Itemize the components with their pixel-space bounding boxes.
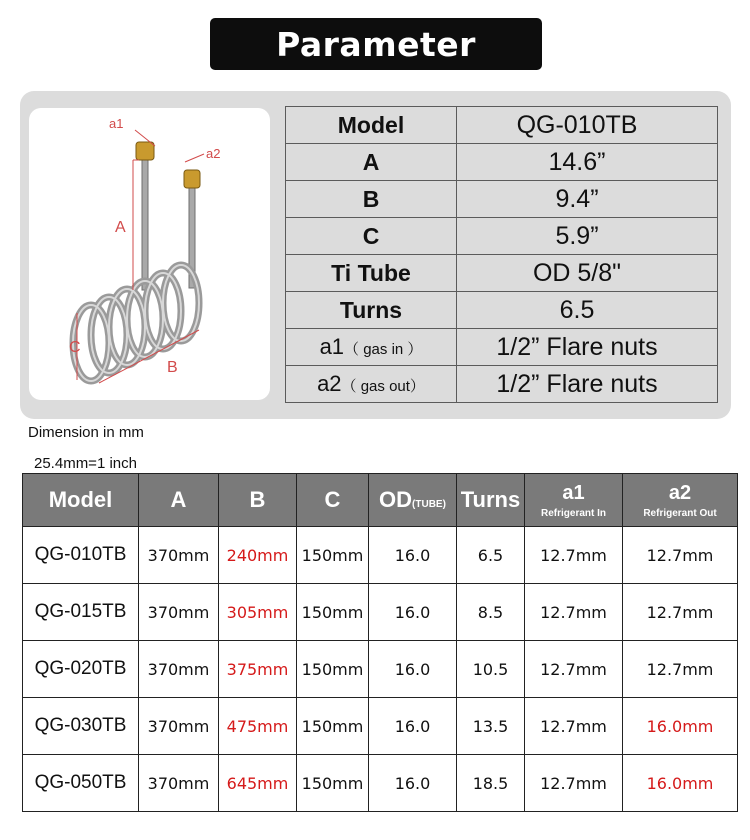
coil-illustration <box>29 108 270 400</box>
cell-a: 370mm <box>139 755 219 812</box>
inlet-tube <box>142 160 148 290</box>
cell-model: QG-020TB <box>23 641 139 698</box>
cell-c: 150mm <box>297 698 369 755</box>
coil-diagram <box>29 108 270 400</box>
cell-od: 16.0 <box>369 698 457 755</box>
cell-turns: 18.5 <box>457 755 525 812</box>
label-a1: a1 <box>109 116 124 131</box>
cell-a1: 12.7mm <box>525 755 623 812</box>
table-row <box>23 527 738 584</box>
cell-model: QG-030TB <box>23 698 139 755</box>
cell-a: 370mm <box>139 584 219 641</box>
cell-a: 370mm <box>139 641 219 698</box>
spec-label: a2（ gas out） <box>286 366 457 403</box>
cell-a2: 16.0mm <box>623 755 738 812</box>
cell-c: 150mm <box>297 584 369 641</box>
spec-row <box>286 255 718 292</box>
cell-a: 370mm <box>139 527 219 584</box>
cell-a1: 12.7mm <box>525 698 623 755</box>
col-a1: a1 Refrigerant In <box>525 474 623 527</box>
cell-c: 150mm <box>297 641 369 698</box>
conversion-note: 25.4mm=1 inch <box>34 455 137 472</box>
cell-od: 16.0 <box>369 527 457 584</box>
spec-label: B <box>286 181 457 218</box>
label-C: C <box>69 339 81 356</box>
flare-nut-a1-icon <box>136 142 154 160</box>
cell-a1: 12.7mm <box>525 641 623 698</box>
spec-row <box>286 181 718 218</box>
label-B: B <box>167 359 178 376</box>
col-a2: a2 Refrigerant Out <box>623 474 738 527</box>
cell-a1: 12.7mm <box>525 527 623 584</box>
cell-od: 16.0 <box>369 584 457 641</box>
cell-turns: 13.5 <box>457 698 525 755</box>
cell-a2: 12.7mm <box>623 584 738 641</box>
col-od: OD(TUBE) <box>369 474 457 527</box>
col-c: C <box>297 474 369 527</box>
cell-model: QG-015TB <box>23 584 139 641</box>
spec-label: A <box>286 144 457 181</box>
cell-turns: 6.5 <box>457 527 525 584</box>
cell-b: 645mm <box>219 755 297 812</box>
cell-c: 150mm <box>297 755 369 812</box>
spec-row <box>286 144 718 181</box>
spec-table <box>285 106 718 403</box>
col-model: Model <box>23 474 139 527</box>
spec-label: Turns <box>286 292 457 329</box>
cell-od: 16.0 <box>369 755 457 812</box>
spec-value: OD 5/8" <box>457 255 718 292</box>
col-turns: Turns <box>457 474 525 527</box>
dimensions-table <box>22 473 738 812</box>
cell-b: 305mm <box>219 584 297 641</box>
col-b: B <box>219 474 297 527</box>
cell-model: QG-050TB <box>23 755 139 812</box>
cell-turns: 10.5 <box>457 641 525 698</box>
dims-header-row <box>23 474 738 527</box>
spec-row <box>286 218 718 255</box>
spec-value: 9.4” <box>457 181 718 218</box>
spec-label: Model <box>286 107 457 144</box>
spec-value: 14.6” <box>457 144 718 181</box>
col-a: A <box>139 474 219 527</box>
spec-label: C <box>286 218 457 255</box>
cell-a2: 12.7mm <box>623 527 738 584</box>
spec-value: 5.9” <box>457 218 718 255</box>
table-row <box>23 698 738 755</box>
cell-a: 370mm <box>139 698 219 755</box>
spec-value: 1/2” Flare nuts <box>457 366 718 403</box>
cell-od: 16.0 <box>369 641 457 698</box>
cell-b: 375mm <box>219 641 297 698</box>
spec-row <box>286 107 718 144</box>
cell-b: 240mm <box>219 527 297 584</box>
label-a2: a2 <box>206 146 221 161</box>
cell-a1: 12.7mm <box>525 584 623 641</box>
spec-value: 6.5 <box>457 292 718 329</box>
cell-turns: 8.5 <box>457 584 525 641</box>
table-row <box>23 755 738 812</box>
spec-row <box>286 292 718 329</box>
cell-model: QG-010TB <box>23 527 139 584</box>
spec-label: Ti Tube <box>286 255 457 292</box>
flare-nut-a2-icon <box>184 170 200 188</box>
spec-value: 1/2” Flare nuts <box>457 329 718 366</box>
dimension-note: Dimension in mm <box>28 424 144 441</box>
label-A: A <box>115 219 126 236</box>
spec-label: a1（ gas in ） <box>286 329 457 366</box>
page-title: Parameter <box>210 18 542 70</box>
table-row <box>23 584 738 641</box>
spec-value: QG-010TB <box>457 107 718 144</box>
table-row <box>23 641 738 698</box>
cell-a2: 12.7mm <box>623 641 738 698</box>
spec-row <box>286 366 718 403</box>
cell-c: 150mm <box>297 527 369 584</box>
cell-a2: 16.0mm <box>623 698 738 755</box>
cell-b: 475mm <box>219 698 297 755</box>
spec-row <box>286 329 718 366</box>
